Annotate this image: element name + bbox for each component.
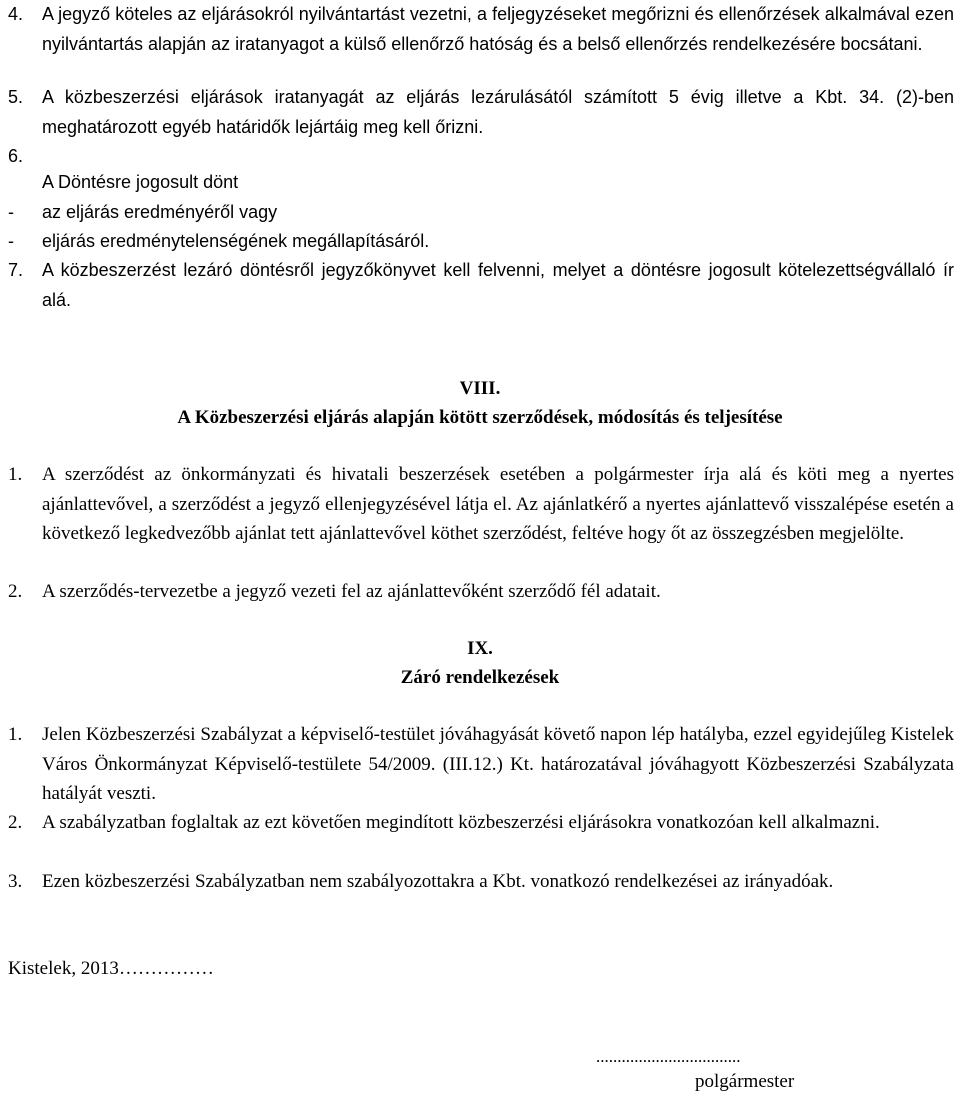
signature-line: ..................................: [596, 1047, 741, 1066]
paragraph-number: 2.: [8, 581, 23, 602]
section-9-paragraph-3: [8, 867, 954, 897]
paragraph-number: 1.: [8, 464, 23, 485]
option-text: eljárás eredménytelenségének megállapításáról.: [42, 231, 430, 251]
paragraph-number: 2.: [8, 812, 23, 833]
paragraph-text: Jelen Közbeszerzési Szabályzat a képviselő-testület jóváhagyását követő napon lép hatályba, ezzel egyidejűleg Kistelek Város Önkormányzat Képviselő-testülete 54/2009. (III.12.) Kt. határozatával jóváhagyott Közbeszerzési Szabályzata hatályát veszti.: [42, 724, 954, 804]
place-date: Kistelek, 2013……………: [8, 958, 214, 979]
signature-title: polgármester: [695, 1071, 795, 1092]
section-title: Záró rendelkezések: [400, 667, 560, 688]
paragraph-number: 7.: [8, 260, 24, 280]
paragraph-number: 4.: [8, 4, 24, 24]
paragraph-6-intro: A Döntésre jogosult dönt: [42, 172, 239, 192]
paragraph-text: A szabályzatban foglaltak az ezt követően megindított közbeszerzési eljárásokra vonatkozóan kell alkalmazni.: [42, 812, 880, 833]
section-8-paragraph-2: [8, 577, 954, 607]
paragraph-4: [8, 0, 954, 59]
section-9-paragraph-2: [8, 808, 954, 838]
paragraph-text: Ezen közbeszerzési Szabályzatban nem szabályozottakra a Kbt. vonatkozó rendelkezései az irányadóak.: [42, 871, 834, 892]
option-text: az eljárás eredményéről vagy: [42, 202, 278, 222]
paragraph-6-number: 6.: [8, 146, 24, 166]
paragraph-5: [8, 83, 954, 142]
paragraph-text: A jegyző köteles az eljárásokról nyilvántartást vezetni, a feljegyzéseket megőrizni és ellenőrzések alkalmával ezen nyilvántartás alapján az iratanyagot a külső ellenőrző hatóság és a belső ellenőrzés rendelkezésére bocsátani.: [42, 4, 954, 54]
paragraph-number: 5.: [8, 87, 24, 107]
paragraph-7: [8, 256, 954, 315]
paragraph-text: A közbeszerzési eljárások iratanyagát az eljárás lezárulásától számított 5 évig illetve a Kbt. 34. (2)-ben meghatározott egyéb határidők lejártáig meg kell őrizni.: [42, 87, 954, 137]
option-dash: -: [8, 202, 14, 222]
section-number: VIII.: [459, 378, 501, 399]
paragraph-number: 3.: [8, 871, 23, 892]
paragraph-text: A közbeszerzést lezáró döntésről jegyzőkönyvet kell felvenni, melyet a döntésre jogosult kötelezettségvállaló ír alá.: [42, 260, 954, 310]
option-row: [8, 227, 908, 257]
option-row: [8, 198, 908, 228]
paragraph-number: 1.: [8, 724, 23, 745]
option-dash: -: [8, 231, 14, 251]
section-9-paragraph-1: [8, 720, 954, 809]
paragraph-text: A szerződés-tervezetbe a jegyző vezeti fel az ajánlattevőként szerződő fél adatait.: [42, 581, 661, 602]
paragraph-text: A szerződést az önkormányzati és hivatali beszerzések esetében a polgármester írja alá és köti meg a nyertes ajánlattevővel, a szerződést a jegyző ellenjegyzésével látja el. Az ajánlatkérő a nyertes ajánlattevő visszalépése esetén a következő legkedvezőbb ajánlat tett ajánlattevővel köthet szerződést, feltéve hogy őt az összegzésben megjelölte.: [42, 464, 954, 544]
section-title: A Közbeszerzési eljárás alapján kötött szerződések, módosítás és teljesítése: [177, 407, 783, 428]
section-number: IX.: [467, 638, 493, 659]
section-8-paragraph-1: [8, 460, 954, 549]
